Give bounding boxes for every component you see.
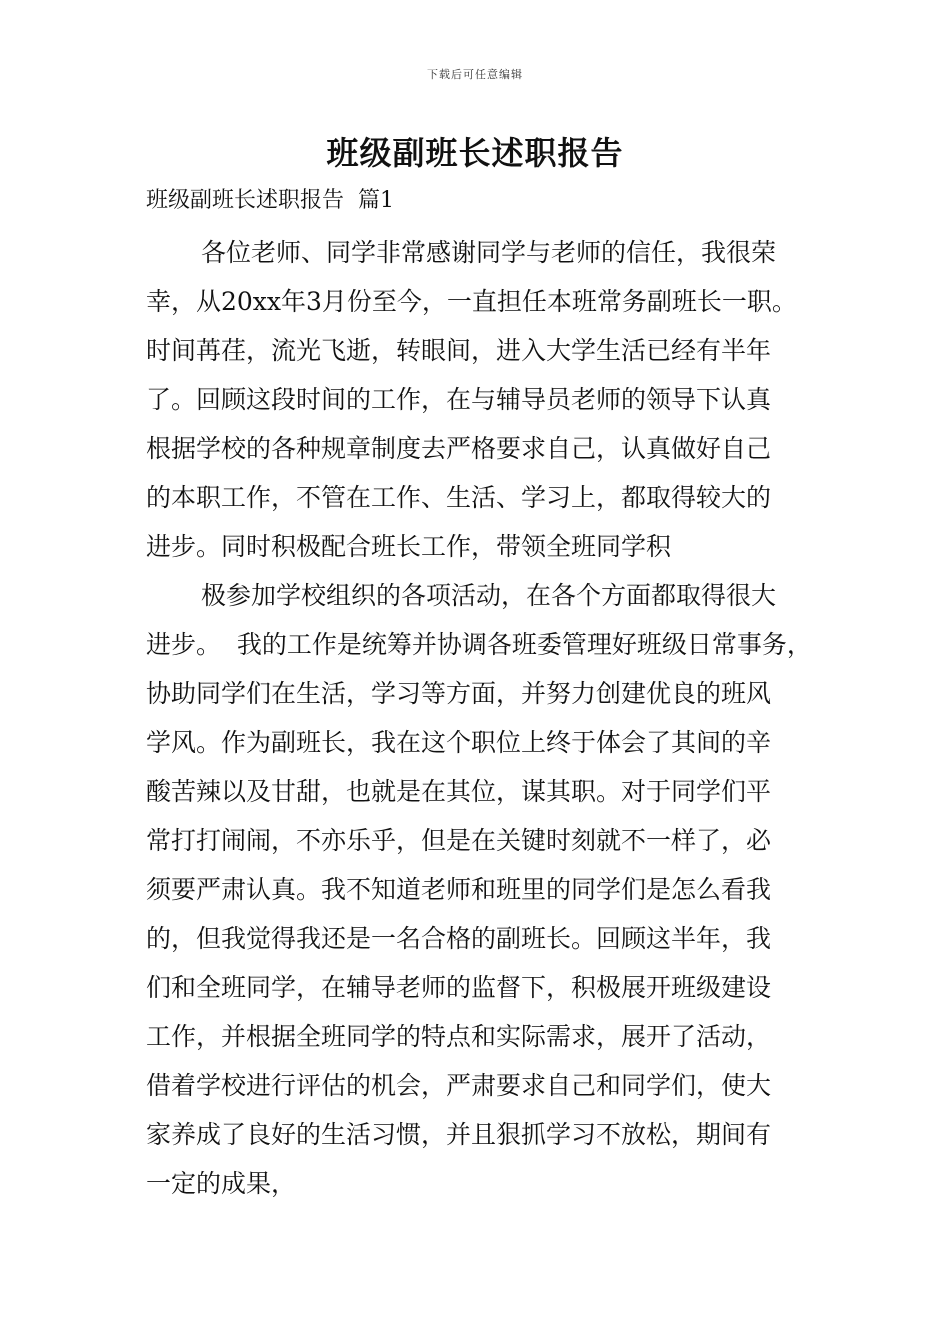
paragraph-2-line: 家养成了良好的生活习惯，并且狠抓学习不放松，期间有 <box>146 1120 772 1149</box>
paragraph-2-line: 的，但我觉得我还是一名合格的副班长。回顾这半年，我 <box>146 924 772 953</box>
document-body <box>146 228 836 1208</box>
section-heading: 班级副班长述职报告 篇1 <box>146 188 394 213</box>
header-note: 下载后可任意编辑 <box>427 68 523 81</box>
paragraph-1-line: 幸，从20xx年3月份至今，一直担任本班常务副班长一职。 <box>146 287 797 316</box>
paragraph-2-line: 酸苦辣以及甘甜，也就是在其位，谋其职。对于同学们平 <box>146 777 772 806</box>
paragraph-2-line: 学风。作为副班长，我在这个职位上终于体会了其间的辛 <box>146 728 772 757</box>
paragraph-2-line: 极参加学校组织的各项活动，在各个方面都取得很大 <box>201 581 777 610</box>
paragraph-2-line: 协助同学们在生活，学习等方面，并努力创建优良的班风 <box>146 679 772 708</box>
paragraph-1-line: 时间苒荏，流光飞逝，转眼间，进入大学生活已经有半年 <box>146 336 772 365</box>
paragraph-1-line: 了。回顾这段时间的工作，在与辅导员老师的领导下认真 <box>146 385 772 414</box>
paragraph-1-line: 的本职工作，不管在工作、生活、学习上，都取得较大的 <box>146 483 772 512</box>
paragraph-2-line: 须要严肃认真。我不知道老师和班里的同学们是怎么看我 <box>146 875 772 904</box>
paragraph-2-line: 们和全班同学，在辅导老师的监督下，积极展开班级建设 <box>146 973 772 1002</box>
paragraph-1-line: 根据学校的各种规章制度去严格要求自己，认真做好自己 <box>146 434 772 463</box>
paragraph-2-line: 借着学校进行评估的机会，严肃要求自己和同学们，使大 <box>146 1071 772 1100</box>
paragraph-2-line: 进步。 我的工作是统筹并协调各班委管理好班级日常事务， <box>146 630 812 659</box>
document-title: 班级副班长述职报告 <box>326 134 624 172</box>
paragraph-2-line: 常打打闹闹，不亦乐乎，但是在关键时刻就不一样了，必 <box>146 826 772 855</box>
paragraph-2-line: 一定的成果， <box>146 1169 297 1198</box>
paragraph-1-line: 进步。同时积极配合班长工作，带领全班同学积 <box>146 532 672 561</box>
paragraph-1-line: 各位老师、同学非常感谢同学与老师的信任，我很荣 <box>201 238 777 267</box>
paragraph-2-line: 工作，并根据全班同学的特点和实际需求，展开了活动， <box>146 1022 772 1051</box>
